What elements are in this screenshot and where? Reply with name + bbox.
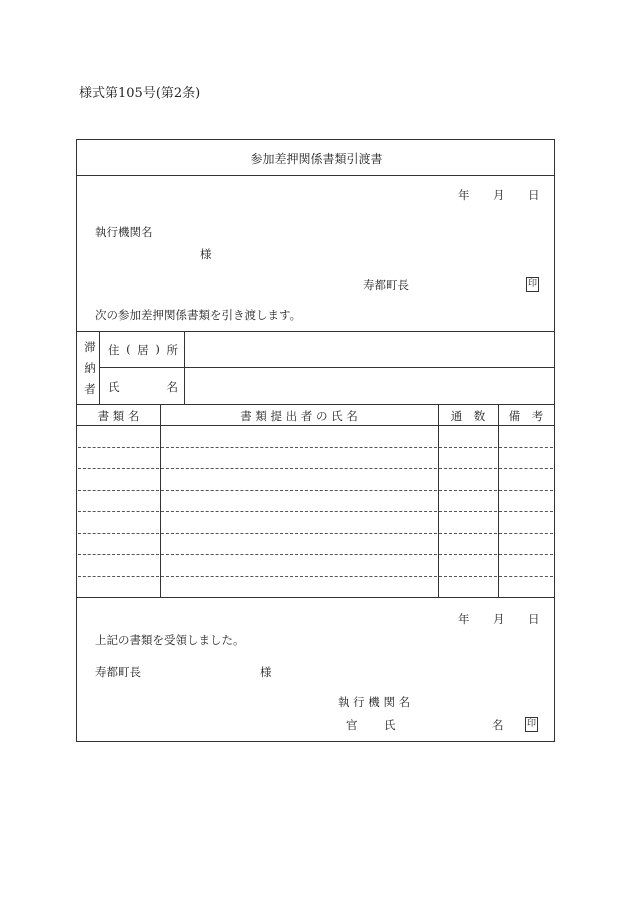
address-label-char: 居 xyxy=(137,343,149,357)
row-separator xyxy=(161,511,437,512)
row-separator xyxy=(499,490,553,491)
title-divider xyxy=(77,175,554,176)
row-separator xyxy=(439,576,497,577)
date-month: 月 xyxy=(493,188,505,202)
row-separator xyxy=(439,533,497,534)
address-label-char: 所 xyxy=(166,343,178,357)
taxpayer-char: 納 xyxy=(84,361,96,375)
name-label-char: 名 xyxy=(166,380,178,394)
sender-title: 寿都町長 xyxy=(363,278,409,292)
name-label-char: 氏 xyxy=(108,380,120,394)
date-year: 年 xyxy=(458,188,470,202)
row-separator xyxy=(499,576,553,577)
row-separator xyxy=(161,554,437,555)
transfer-form xyxy=(76,139,555,742)
row-separator xyxy=(78,511,159,512)
form-title: 参加差押関係書類引渡書 xyxy=(250,152,383,166)
recipient-honorific: 様 xyxy=(200,247,212,261)
receiver-org-label: 執 行 機 関 名 xyxy=(338,695,411,709)
receipt-year: 年 xyxy=(458,612,470,626)
header-remarks: 備 考 xyxy=(508,409,544,423)
receiver-name-suffix: 名 xyxy=(492,718,504,732)
row-separator xyxy=(439,554,497,555)
row-separator xyxy=(499,533,553,534)
taxpayer-char: 滞 xyxy=(84,340,96,354)
receipt-addressee: 寿都町長 xyxy=(95,665,141,679)
receipt-day: 日 xyxy=(528,612,540,626)
row-separator xyxy=(439,490,497,491)
row-separator xyxy=(499,447,553,448)
row-separator xyxy=(161,447,437,448)
section-divider xyxy=(77,331,554,332)
row-separator xyxy=(78,576,159,577)
row-separator xyxy=(78,468,159,469)
row-separator xyxy=(439,447,497,448)
official-label: 官 xyxy=(346,718,358,732)
row-separator xyxy=(499,511,553,512)
table-bottom-divider xyxy=(77,597,554,598)
row-separator xyxy=(78,490,159,491)
taxpayer-row-label xyxy=(83,337,97,400)
receipt-statement: 上記の書類を受領しました。 xyxy=(95,633,245,647)
table-row xyxy=(77,425,554,447)
header-copies: 通 数 xyxy=(450,409,486,423)
table-row xyxy=(77,576,554,598)
table-row xyxy=(77,533,554,555)
receipt-honorific: 様 xyxy=(260,665,272,679)
row-separator xyxy=(161,533,437,534)
receiver-name-prefix: 氏 xyxy=(384,718,396,732)
receipt-month: 月 xyxy=(493,612,505,626)
table-row xyxy=(77,490,554,512)
seal-mark: 印 xyxy=(526,277,539,292)
address-label-char: ( xyxy=(126,342,131,356)
row-separator xyxy=(78,533,159,534)
transfer-statement: 次の参加差押関係書類を引き渡します。 xyxy=(95,308,302,322)
row-separator xyxy=(78,447,159,448)
receipt-seal-mark: 印 xyxy=(525,717,538,732)
row-separator xyxy=(499,468,553,469)
address-label-char: ) xyxy=(155,342,160,356)
date-day: 日 xyxy=(528,188,540,202)
recipient-org-label: 執行機関名 xyxy=(95,225,153,239)
header-document-name: 書 類 名 xyxy=(97,409,140,423)
row-separator xyxy=(161,490,437,491)
name-label xyxy=(108,379,178,395)
table-row xyxy=(77,468,554,490)
header-submitter-name: 書 類 提 出 者 の 氏 名 xyxy=(240,409,358,423)
table-row xyxy=(77,511,554,533)
taxpayer-bottom-divider xyxy=(77,404,554,405)
address-label-char: 住 xyxy=(108,343,120,357)
row-separator xyxy=(499,554,553,555)
row-separator xyxy=(78,554,159,555)
table-row xyxy=(77,554,554,576)
row-separator xyxy=(439,511,497,512)
address-label xyxy=(108,342,178,358)
taxpayer-char: 者 xyxy=(84,382,96,396)
form-number: 様式第105号(第2条) xyxy=(79,86,201,101)
row-separator xyxy=(161,576,437,577)
table-row xyxy=(77,447,554,469)
row-separator xyxy=(161,468,437,469)
row-separator xyxy=(439,468,497,469)
taxpayer-row-divider xyxy=(99,367,554,368)
